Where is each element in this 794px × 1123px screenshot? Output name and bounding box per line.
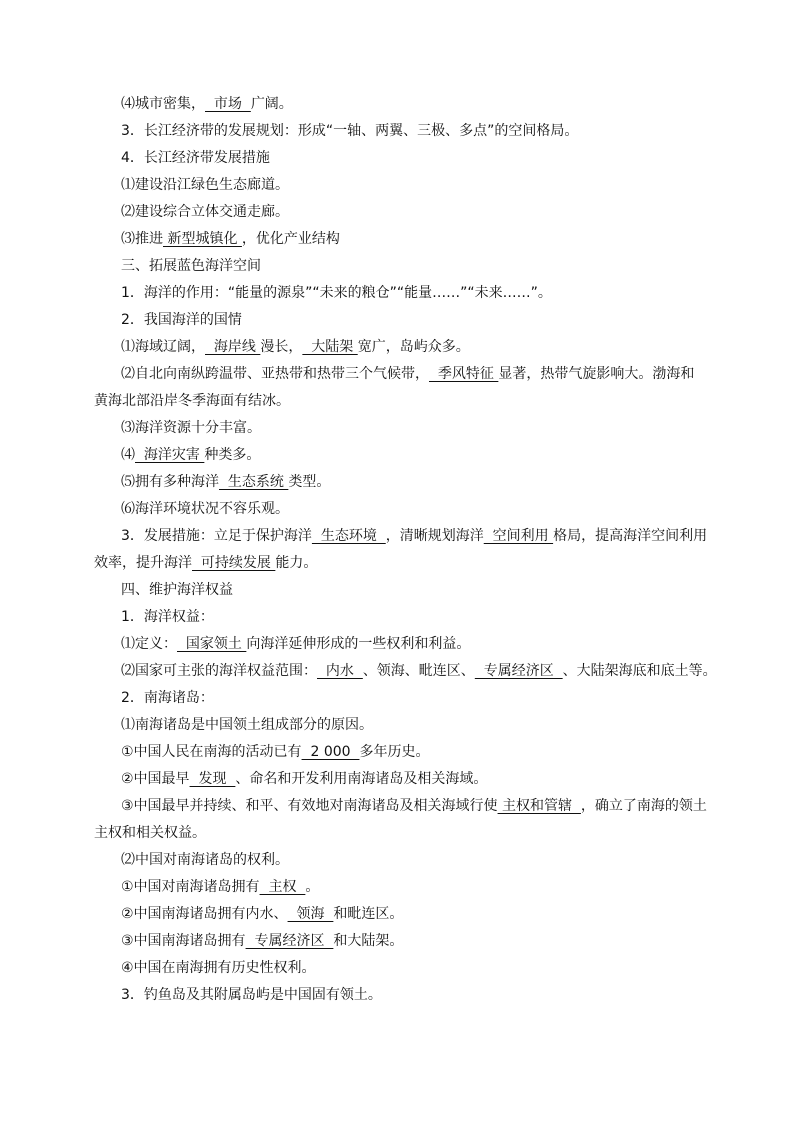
text-segment: ⑴定义： (121, 636, 177, 652)
text-segment: 广阔。 (250, 96, 293, 112)
text-segment: 漫长， (260, 339, 303, 355)
text-segment: 、大陆架海底和底土等。 (562, 663, 717, 679)
text-segment: 主权和相关权益。 (94, 825, 206, 841)
text-line (0, 553, 794, 573)
fill-in-answer: 市场 (205, 96, 251, 112)
text-segment: ⑶推进 (121, 231, 163, 247)
text-line (0, 850, 794, 870)
text-line (0, 310, 794, 330)
text-segment: ③中国最早并持续、和平、有效地对南海诸岛及相关海域行使 (121, 798, 498, 814)
text-line (0, 337, 794, 357)
text-line (0, 229, 794, 249)
text-line (0, 877, 794, 897)
text-line (0, 94, 794, 114)
text-line (0, 985, 794, 1005)
text-segment: 和大陆架。 (333, 933, 404, 949)
fill-in-answer: 生态系统 (219, 474, 289, 490)
text-line (0, 202, 794, 222)
text-segment: 类型。 (288, 474, 331, 490)
fill-in-answer: 新型城镇化 (163, 231, 242, 247)
text-segment: ⑷ (121, 447, 135, 463)
fill-in-answer: 发现 (189, 771, 236, 787)
text-line (0, 526, 794, 546)
text-line (0, 607, 794, 627)
text-segment: ⑴建设沿江绿色生态廊道。 (121, 177, 289, 193)
text-segment: 3．发展措施：立足于保护海洋 (121, 528, 312, 544)
text-segment: 向海洋延伸形成的一些权利和利益。 (246, 636, 471, 652)
fill-in-answer: 大陆架 (302, 339, 358, 355)
fill-in-answer: 专属经济区 (474, 663, 563, 679)
text-segment: 和毗连区。 (333, 906, 404, 922)
fill-in-answer: 专属经济区 (245, 933, 334, 949)
fill-in-answer: 主权和管辖 (497, 798, 581, 814)
text-segment: ⑴南海诸岛是中国领土组成部分的原因。 (121, 717, 373, 733)
text-line (0, 796, 794, 816)
text-line (0, 958, 794, 978)
text-segment: ⑵国家可主张的海洋权益范围： (121, 663, 317, 679)
text-line (0, 715, 794, 735)
text-line (0, 580, 794, 600)
text-segment: 1．海洋的作用：“能量的源泉”“未来的粮仓”“能量……”“未来……”。 (121, 285, 552, 301)
text-segment: ⑵自北向南纵跨温带、亚热带和热带三个气候带， (121, 366, 429, 382)
text-segment: ⑵建设综合立体交通走廊。 (121, 204, 289, 220)
text-line (0, 418, 794, 438)
text-segment: 3．长江经济带的发展规划：形成“一轴、两翼、三极、多点”的空间格局。 (121, 123, 579, 139)
text-line (0, 931, 794, 951)
text-line (0, 364, 794, 384)
text-segment: 4．长江经济带发展措施 (121, 150, 270, 166)
text-line (0, 661, 794, 681)
fill-in-answer: 国家领土 (177, 636, 247, 652)
text-segment: ①中国人民在南海的活动已有 (121, 744, 302, 760)
text-segment: 1．海洋权益： (121, 609, 214, 625)
fill-in-answer: 海洋灾害 (135, 447, 205, 463)
fill-in-answer: 领海 (287, 906, 334, 922)
text-line (0, 148, 794, 168)
fill-in-answer: 海岸线 (205, 339, 261, 355)
text-line (0, 472, 794, 492)
text-line (0, 688, 794, 708)
text-line (0, 499, 794, 519)
fill-in-answer: 内水 (317, 663, 363, 679)
text-segment: ⑸拥有多种海洋 (121, 474, 219, 490)
text-segment: ③中国南海诸岛拥有 (121, 933, 246, 949)
text-segment: 2．我国海洋的国情 (121, 312, 242, 328)
text-segment: ，清晰规划海洋 (385, 528, 484, 544)
text-segment: ，确立了南海的领土 (580, 798, 707, 814)
text-segment: 能力。 (275, 555, 318, 571)
text-line (0, 769, 794, 789)
text-segment: 格局，提高海洋空间利用 (553, 528, 708, 544)
text-segment: ⑵中国对南海诸岛的权利。 (121, 852, 289, 868)
text-segment: ⑶海洋资源十分丰富。 (121, 420, 261, 436)
text-segment: 三、拓展蓝色海洋空间 (121, 258, 261, 274)
text-line (0, 256, 794, 276)
text-line (0, 742, 794, 762)
text-segment: ②中国最早 (121, 771, 190, 787)
text-line (0, 634, 794, 654)
fill-in-answer: 空间利用 (483, 528, 554, 544)
text-segment: 。 (305, 879, 320, 895)
text-segment: ⑴海域辽阔， (121, 339, 205, 355)
text-segment: 3．钓鱼岛及其附属岛屿是中国固有领土。 (121, 987, 382, 1003)
text-segment: 种类多。 (204, 447, 261, 463)
text-line (0, 121, 794, 141)
text-segment: 、命名和开发利用南海诸岛及相关海域。 (235, 771, 488, 787)
text-line (0, 175, 794, 195)
text-segment: 显著，热带气旋影响大。渤海和 (498, 366, 695, 382)
fill-in-answer: 季风特征 (429, 366, 499, 382)
fill-in-answer: 主权 (259, 879, 306, 895)
text-line (0, 904, 794, 924)
text-segment: 黄海北部沿岸冬季海面有结冰。 (94, 393, 290, 409)
text-line (0, 283, 794, 303)
text-line (0, 823, 794, 843)
text-segment: 多年历史。 (359, 744, 430, 760)
text-segment: ②中国南海诸岛拥有内水、 (121, 906, 288, 922)
text-line (0, 391, 794, 411)
text-segment: ，优化产业结构 (241, 231, 340, 247)
text-segment: 效率，提升海洋 (94, 555, 192, 571)
text-segment: 2．南海诸岛： (121, 690, 214, 706)
text-line (0, 445, 794, 465)
text-segment: 宽广，岛屿众多。 (357, 339, 470, 355)
fill-in-answer: 生态环境 (311, 528, 386, 544)
fill-in-answer: 可持续发展 (192, 555, 276, 571)
text-segment: ⑹海洋环境状况不容乐观。 (121, 501, 289, 517)
text-segment: ⑷城市密集， (121, 96, 205, 112)
text-segment: 、领海、毗连区、 (362, 663, 475, 679)
text-segment: ④中国在南海拥有历史性权利。 (121, 960, 316, 976)
fill-in-answer: 2 000 (301, 744, 360, 760)
text-segment: 四、维护海洋权益 (121, 582, 233, 598)
text-segment: ①中国对南海诸岛拥有 (121, 879, 260, 895)
